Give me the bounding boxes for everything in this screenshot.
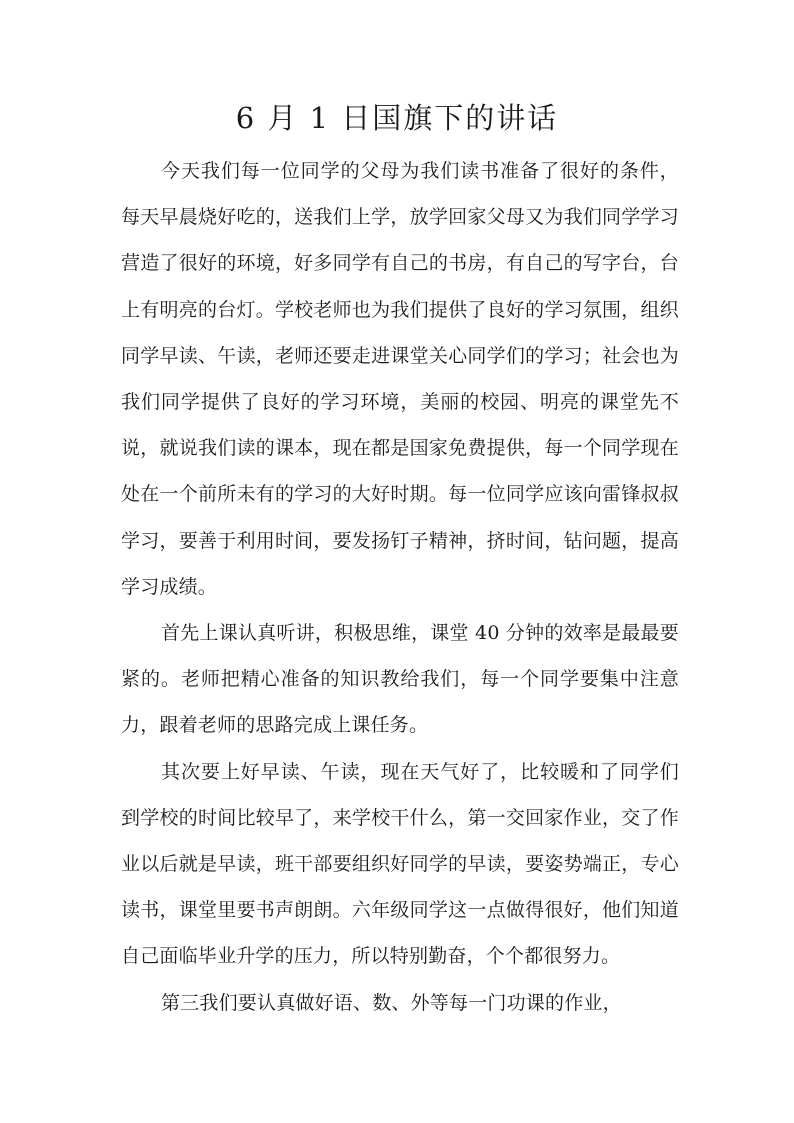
paragraph-3: 其次要上好早读、午读，现在天气好了，比较暖和了同学们到学校的时间比较早了，来学校干什么，第一交回家作业，交了作业以后就是早读，班干部要组织好同学的早读，要姿势端正，专心读书，课堂里要书声朗朗。六年级同学这一点做得很好，他们知道自己面临毕业升学的压力，所以特别勤奋，个个都很努力。 xyxy=(121,760,679,968)
document-body xyxy=(121,148,679,1026)
paragraph-1: 今天我们每一位同学的父母为我们读书准备了很好的条件，每天早晨烧好吃的，送我们上学，放学回家父母又为我们同学学习营造了很好的环境，好多同学有自己的书房，有自己的写字台，台上有明亮的台灯。学校老师也为我们提供了良好的学习氛围，组织同学早读、午读，老师还要走进课堂关心同学们的学习；社会也为我们同学提供了良好的学习环境，美丽的校园、明亮的课堂先不说，就说我们读的课本，现在都是国家免费提供，每一个同学现在处在一个前所未有的学习的大好时期。每一位同学应该向雷锋叔叔学习，要善于利用时间，要发扬钉子精神，挤时间，钻问题，提高学习成绩。 xyxy=(121,160,679,598)
document-title: 6 月 1 日国旗下的讲话 xyxy=(235,101,559,135)
paragraph-4: 第三我们要认真做好语、数、外等每一门功课的作业， xyxy=(161,991,622,1014)
paragraph-2: 首先上课认真听讲，积极思维，课堂 40 分钟的效率是最最要紧的。老师把精心准备的知识教给我们，每一个同学要集中注意力，跟着老师的思路完成上课任务。 xyxy=(121,622,679,737)
